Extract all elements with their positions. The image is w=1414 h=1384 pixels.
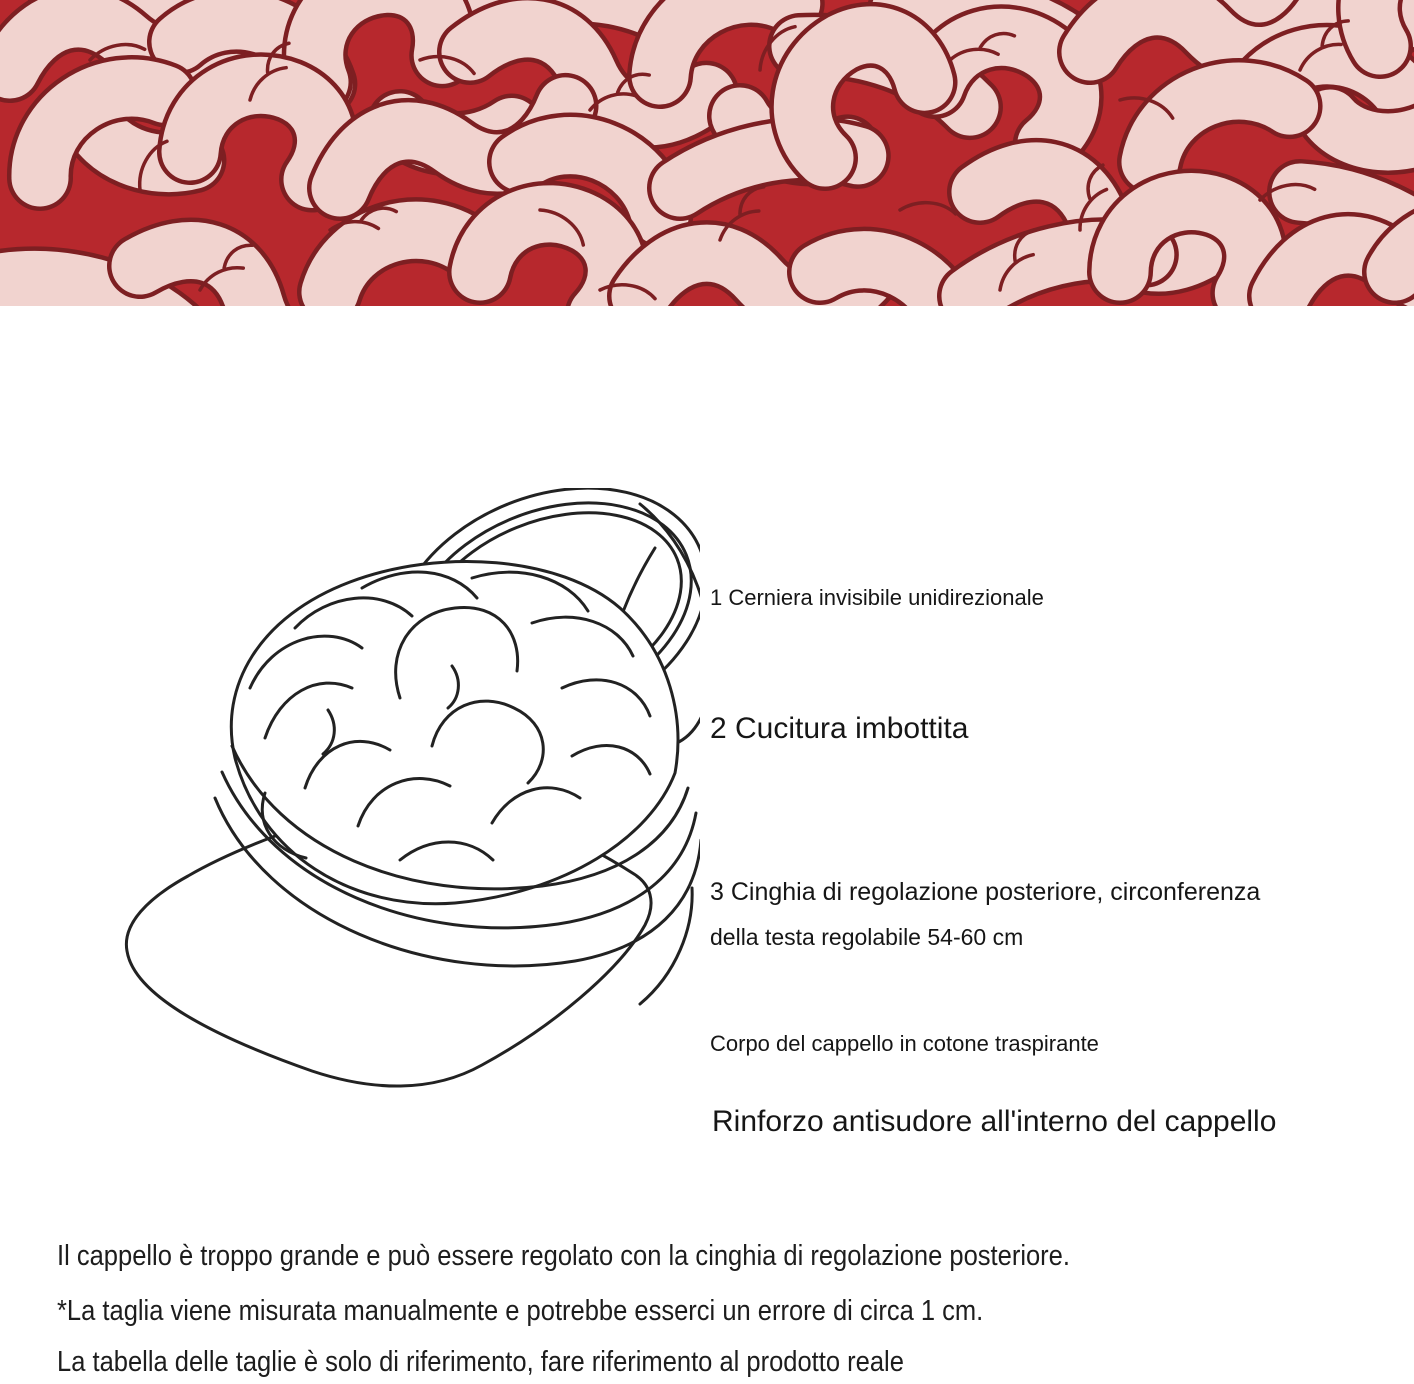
annotation-padded-seam: 2 Cucitura imbottita <box>710 712 969 745</box>
brain-dome <box>231 561 678 903</box>
annotation-sweatband: Rinforzo antisudore all'interno del cappello <box>712 1105 1277 1138</box>
brain-cap-svg <box>100 488 700 1100</box>
brain-texture-banner <box>0 0 1414 306</box>
annotation-strap-line1: 3 Cinghia di regolazione posteriore, circonferenza <box>710 878 1261 906</box>
annotation-zipper: 1 Cerniera invisibile unidirezionale <box>710 585 1044 610</box>
brain-texture-svg <box>0 0 1414 306</box>
annotation-cotton-body: Corpo del cappello in cotone traspirante <box>710 1031 1099 1056</box>
brain-cap-illustration <box>100 488 700 1100</box>
annotation-strap-line2: della testa regolabile 54-60 cm <box>710 924 1024 950</box>
footnote-adjustable: Il cappello è troppo grande e può essere regolato con la cinghia di regolazione posteriore. <box>57 1240 1070 1272</box>
footnote-size-reference: La tabella delle taglie è solo di riferimento, fare riferimento al prodotto reale <box>57 1346 904 1378</box>
footnote-measure-error: *La taglia viene misurata manualmente e potrebbe esserci un errore di circa 1 cm. <box>57 1295 984 1327</box>
